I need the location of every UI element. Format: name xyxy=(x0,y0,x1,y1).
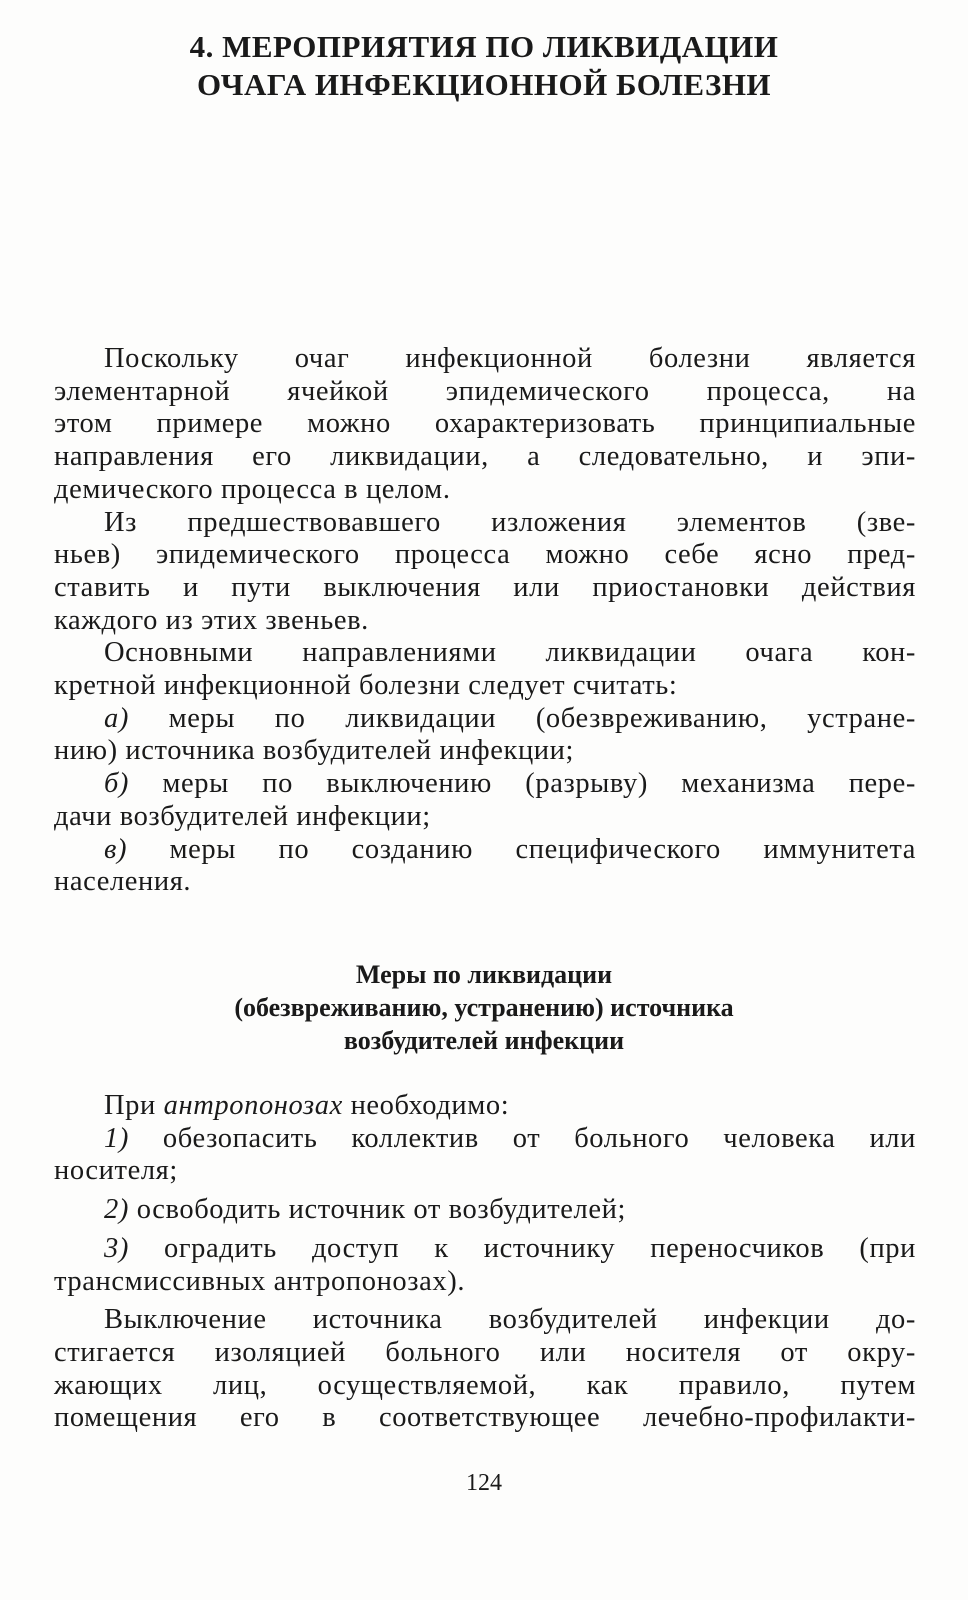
text-line xyxy=(54,703,916,736)
intro-paragraph-2 xyxy=(54,507,916,638)
text-line: направления его ликвидации, а следовательно, и эпи- xyxy=(54,441,916,473)
list-marker: 3) xyxy=(104,1232,129,1264)
text-line: жающих лиц, осуществляемой, как правило, путем xyxy=(54,1369,916,1401)
list-item-b xyxy=(54,768,916,833)
intro-text xyxy=(54,343,916,899)
text-line: носителя; xyxy=(54,1155,178,1187)
list-item-text: освободить источник от возбудителей; xyxy=(136,1194,626,1226)
list-item-text: меры по ликвидации (обезвреживанию, устране- xyxy=(168,702,916,734)
text-line: элементарной ячейкой эпидемического процесса, на xyxy=(54,375,916,407)
section-heading-line-1: Меры по ликвидации xyxy=(355,960,613,989)
measures-lead xyxy=(54,1090,916,1123)
chapter-title xyxy=(0,28,968,104)
measure-item-3 xyxy=(54,1233,916,1298)
text-line xyxy=(54,1194,916,1227)
section-heading xyxy=(0,958,968,1057)
list-marker: а) xyxy=(104,702,129,734)
list-item-text: оградить доступ к источнику переносчиков (при xyxy=(164,1232,916,1264)
text-line: этом примере можно охарактеризовать принципиальные xyxy=(54,408,916,440)
text-line xyxy=(54,768,916,801)
text-line: дачи возбудителей инфекции; xyxy=(54,800,431,832)
measure-item-2 xyxy=(54,1194,916,1227)
section-heading-line-2: (обезвреживанию, устранению) источника xyxy=(234,993,734,1022)
text-line: ставить и пути выключения или приостановки действия xyxy=(54,571,916,603)
text-line: ньев) эпидемического процесса можно себе ясно пред- xyxy=(54,539,916,571)
chapter-title-line-1: 4. МЕРОПРИЯТИЯ ПО ЛИКВИДАЦИИ xyxy=(189,29,779,64)
lead-text: необходимо: xyxy=(350,1090,510,1121)
text-line: стигается изоляцией больного или носителя от окру- xyxy=(54,1336,916,1368)
text-line xyxy=(54,1123,916,1156)
text-line xyxy=(54,834,916,867)
text-line: Поскольку очаг инфекционной болезни является xyxy=(104,343,916,374)
text-line: населения. xyxy=(54,866,192,898)
list-item-a xyxy=(54,703,916,768)
text-line: Основными направлениями ликвидации очага кон- xyxy=(104,637,916,669)
chapter-title-line-2: ОЧАГА ИНФЕКЦИОННОЙ БОЛЕЗНИ xyxy=(196,67,772,102)
list-item-c xyxy=(54,834,916,899)
lead-text: При xyxy=(104,1090,156,1121)
text-line: демического процесса в целом. xyxy=(54,473,451,505)
text-line: каждого из этих звеньев. xyxy=(54,604,369,636)
measures-text xyxy=(54,1090,916,1435)
text-line xyxy=(54,1233,916,1266)
intro-paragraph-3 xyxy=(54,637,916,702)
text-line: трансмиссивных антропонозах). xyxy=(54,1265,466,1297)
list-marker: б) xyxy=(104,768,130,800)
list-item-text: обезопасить коллектив от больного человека или xyxy=(162,1122,916,1154)
intro-paragraph-1 xyxy=(54,343,916,507)
text-line: Из предшествовавшего изложения элементов (зве- xyxy=(104,506,916,538)
measure-item-1 xyxy=(54,1123,916,1188)
text-line xyxy=(54,1090,916,1123)
list-marker: 1) xyxy=(104,1122,129,1154)
list-marker: в) xyxy=(104,833,128,865)
list-item-text: меры по выключению (разрыву) механизма пере- xyxy=(162,768,917,800)
lead-emphasis: антропонозах xyxy=(163,1090,343,1121)
text-line: кретной инфекционной болезни следует считать: xyxy=(54,670,678,702)
section-heading-line-3: возбудителей инфекции xyxy=(343,1026,625,1055)
measures-paragraph xyxy=(54,1304,916,1435)
page-number: 124 xyxy=(466,1470,502,1496)
text-line: помещения его в соответствующее лечебно-профилакти- xyxy=(54,1402,916,1434)
text-line: Выключение источника возбудителей инфекции до- xyxy=(104,1304,916,1336)
text-line: нию) источника возбудителей инфекции; xyxy=(54,735,575,767)
list-marker: 2) xyxy=(104,1194,129,1226)
list-item-text: меры по созданию специфического иммунитета xyxy=(169,833,916,865)
